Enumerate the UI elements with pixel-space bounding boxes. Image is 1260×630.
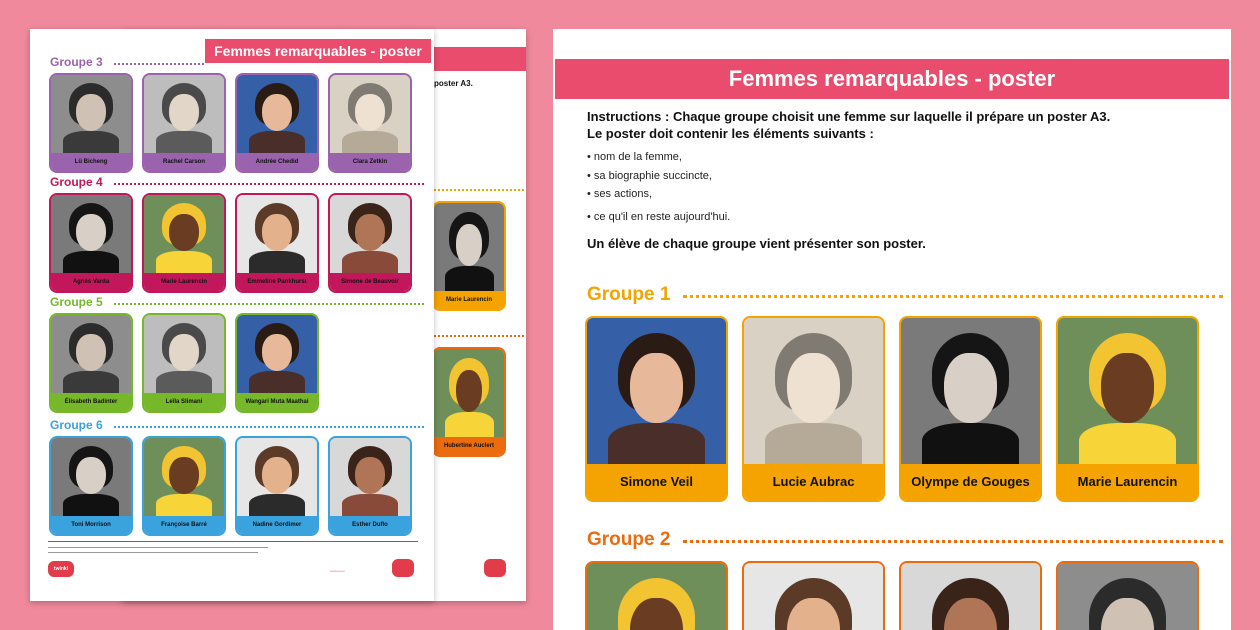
portrait-face — [355, 94, 385, 131]
portrait-face — [787, 353, 840, 423]
bullet-item-1: • nom de la femme, — [587, 151, 682, 163]
right-portrait-card — [1056, 316, 1199, 502]
portrait-photo — [51, 315, 131, 393]
left-portrait-card — [142, 313, 226, 413]
left-portrait-card — [328, 436, 412, 536]
portrait-face — [169, 457, 199, 494]
right-page-banner: Femmes remarquables - poster — [555, 59, 1229, 99]
left-portrait-card — [328, 193, 412, 293]
portrait-face — [1101, 353, 1154, 423]
portrait-face — [355, 214, 385, 251]
portrait-photo — [237, 315, 317, 393]
portrait-caption: Emmeline Pankhurst — [237, 273, 317, 291]
back-logo — [484, 559, 506, 577]
right-group-heading-1: Groupe 1 — [587, 284, 671, 305]
portrait-shoulders — [922, 423, 1019, 464]
left-footer-rule — [48, 541, 418, 542]
portrait-shoulders — [249, 494, 305, 516]
portrait-photo — [144, 195, 224, 273]
left-group-heading-6: Groupe 6 — [50, 418, 103, 432]
portrait-face — [456, 370, 483, 412]
portrait-caption: Élisabeth Badinter — [51, 393, 131, 411]
portrait-photo — [901, 563, 1040, 630]
back-instructions-fragment: poster A3. — [434, 79, 473, 88]
right-group-heading-2: Groupe 2 — [587, 529, 671, 550]
portrait-photo — [330, 195, 410, 273]
left-group-dots-5 — [114, 303, 424, 305]
portrait-shoulders — [445, 266, 494, 291]
portrait-caption: Marie Laurencin — [144, 273, 224, 291]
portrait-photo — [51, 438, 131, 516]
portrait-photo — [237, 75, 317, 153]
portrait-photo — [1058, 318, 1197, 464]
bullet-item-3: • ses actions, — [587, 188, 653, 200]
portrait-shoulders — [249, 131, 305, 153]
portrait-caption: Simone de Beauvoir — [330, 273, 410, 291]
portrait-photo — [744, 318, 883, 464]
portrait-caption: Wangari Muta Maathai — [237, 393, 317, 411]
portrait-photo — [51, 195, 131, 273]
portrait-face — [262, 334, 292, 371]
right-portrait-card — [742, 561, 885, 630]
bullet-text-1: nom de la femme, — [593, 151, 682, 163]
portrait-face — [262, 457, 292, 494]
portrait-face — [76, 214, 106, 251]
left-group-heading-4: Groupe 4 — [50, 175, 103, 189]
left-worksheet-page — [30, 29, 434, 601]
back-portrait-card — [432, 347, 506, 457]
portrait-face — [630, 353, 683, 423]
portrait-caption: Hubertine Auclert — [434, 437, 504, 455]
portrait-shoulders — [249, 371, 305, 393]
portrait-caption: Françoise Barré — [144, 516, 224, 534]
left-portrait-card — [235, 436, 319, 536]
portrait-photo — [434, 349, 504, 437]
portrait-face — [169, 94, 199, 131]
back-dots-groupe1 — [434, 189, 524, 191]
portrait-shoulders — [156, 371, 212, 393]
portrait-photo — [144, 315, 224, 393]
portrait-shoulders — [445, 412, 494, 437]
portrait-caption: Olympe de Gouges — [901, 464, 1040, 500]
instructions-line-2: Le poster doit contenir les éléments suivants : — [587, 126, 874, 141]
portrait-shoulders — [63, 131, 119, 153]
right-portrait-card — [742, 316, 885, 502]
portrait-photo — [330, 75, 410, 153]
left-portrait-card — [235, 313, 319, 413]
portrait-shoulders — [342, 494, 398, 516]
left-portrait-card — [49, 436, 133, 536]
instructions-line-1: Instructions : Chaque groupe choisit une femme sur laquelle il prépare un poster A3. — [587, 109, 1111, 124]
portrait-caption: Rachel Carson — [144, 153, 224, 171]
bullet-text-4: ce qu'il en reste aujourd'hui. — [593, 211, 731, 223]
portrait-photo — [51, 75, 131, 153]
left-group-dots-3 — [114, 63, 204, 65]
left-portrait-card — [235, 73, 319, 173]
portrait-shoulders — [156, 251, 212, 273]
portrait-photo — [744, 563, 883, 630]
portrait-photo — [144, 438, 224, 516]
left-group-heading-5: Groupe 5 — [50, 295, 103, 309]
portrait-photo — [901, 318, 1040, 464]
portrait-shoulders — [765, 423, 862, 464]
portrait-face — [76, 94, 106, 131]
portrait-photo — [237, 438, 317, 516]
portrait-caption: Marie Laurencin — [434, 291, 504, 309]
portrait-shoulders — [1079, 423, 1176, 464]
back-dots-groupe2 — [434, 335, 524, 337]
back-page-banner — [432, 47, 526, 71]
left-portrait-card — [49, 73, 133, 173]
portrait-face — [262, 94, 292, 131]
portrait-caption: Lucie Aubrac — [744, 464, 883, 500]
portrait-photo — [1058, 563, 1197, 630]
left-group-heading-3: Groupe 3 — [50, 55, 103, 69]
portrait-caption: Nadine Gordimer — [237, 516, 317, 534]
portrait-face — [262, 214, 292, 251]
portrait-face — [355, 457, 385, 494]
portrait-caption: Esther Duflo — [330, 516, 410, 534]
portrait-caption: Simone Veil — [587, 464, 726, 500]
left-portrait-card — [235, 193, 319, 293]
portrait-face — [76, 457, 106, 494]
portrait-shoulders — [156, 494, 212, 516]
right-portrait-card — [585, 561, 728, 630]
left-portrait-card — [49, 313, 133, 413]
left-footer-logo — [392, 559, 414, 577]
portrait-caption: Lü Bicheng — [51, 153, 131, 171]
right-portrait-card — [1056, 561, 1199, 630]
bullet-item-4: • ce qu'il en reste aujourd'hui. — [587, 211, 731, 223]
portrait-caption: Marie Laurencin — [1058, 464, 1197, 500]
right-portrait-card — [899, 561, 1042, 630]
portrait-shoulders — [63, 494, 119, 516]
bullet-text-3: ses actions, — [593, 188, 653, 200]
left-footer-credits-2 — [48, 552, 258, 553]
portrait-photo — [330, 438, 410, 516]
portrait-shoulders — [342, 251, 398, 273]
left-portrait-card — [142, 73, 226, 173]
portrait-face — [76, 334, 106, 371]
right-group-dots-2 — [683, 540, 1223, 543]
right-portrait-card — [899, 316, 1042, 502]
left-footer-url: •••••••••••••• — [330, 569, 345, 573]
portrait-shoulders — [608, 423, 705, 464]
portrait-shoulders — [249, 251, 305, 273]
left-group-dots-6 — [114, 426, 424, 428]
portrait-shoulders — [63, 371, 119, 393]
left-portrait-card — [328, 73, 412, 173]
right-worksheet-page — [553, 29, 1231, 630]
left-portrait-card — [142, 193, 226, 293]
left-page-banner: Femmes remarquables - poster — [205, 39, 431, 63]
portrait-photo — [587, 563, 726, 630]
bullet-text-2: sa biographie succincte, — [593, 170, 712, 182]
portrait-face — [169, 334, 199, 371]
left-portrait-card — [49, 193, 133, 293]
left-portrait-card — [142, 436, 226, 536]
portrait-shoulders — [63, 251, 119, 273]
portrait-caption: Andrée Chedid — [237, 153, 317, 171]
back-portrait-card — [432, 201, 506, 311]
portrait-photo — [587, 318, 726, 464]
portrait-shoulders — [342, 131, 398, 153]
portrait-face — [944, 353, 997, 423]
portrait-shoulders — [156, 131, 212, 153]
portrait-caption: Agnès Varda — [51, 273, 131, 291]
portrait-caption: Clara Zetkin — [330, 153, 410, 171]
portrait-face — [169, 214, 199, 251]
portrait-face — [456, 224, 483, 266]
right-group-dots-1 — [683, 295, 1223, 298]
left-footer-credits — [48, 547, 268, 548]
instructions-closing: Un élève de chaque groupe vient présenter son poster. — [587, 236, 926, 251]
portrait-caption: Leïla Slimani — [144, 393, 224, 411]
bullet-item-2: • sa biographie succincte, — [587, 170, 712, 182]
portrait-photo — [144, 75, 224, 153]
right-portrait-card — [585, 316, 728, 502]
left-group-dots-4 — [114, 183, 424, 185]
portrait-caption: Toni Morrison — [51, 516, 131, 534]
portrait-photo — [237, 195, 317, 273]
twinkl-logo: twinkl — [48, 561, 74, 577]
portrait-photo — [434, 203, 504, 291]
